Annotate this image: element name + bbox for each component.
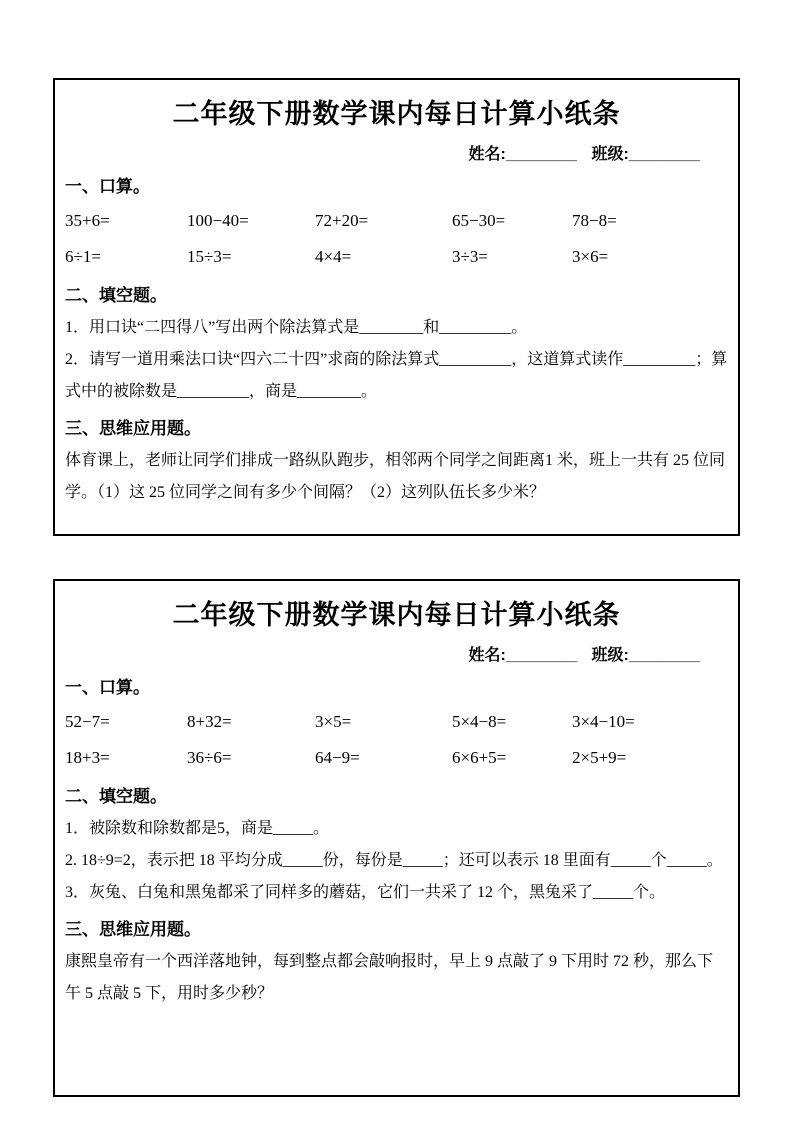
class-blank: 班级:________ — [591, 146, 700, 163]
section-fill-header: 二、填空题。 — [65, 286, 167, 305]
oral-problem: 36÷6= — [187, 748, 232, 767]
word-problem-text: 康熙皇帝有一个西洋落地钟，每到整点都会敲响报时，早上 9 点敲了 9 下用时 72 秒，那么下午 5 点敲 5 下，用时多少秒？ — [65, 953, 714, 1002]
fill-item-1: 1．被除数和除数都是5，商是_____。 — [65, 820, 330, 837]
oral-problem: 3×5= — [315, 712, 352, 731]
worksheet-2 — [53, 579, 740, 1097]
oral-problem: 6÷1= — [65, 247, 101, 266]
worksheet-1 — [53, 78, 740, 536]
oral-problem: 8+32= — [187, 712, 232, 731]
name-class-line — [65, 141, 728, 164]
section-fill-header: 二、填空题。 — [65, 787, 167, 806]
fill-item-1: 1．用口诀“二四得八”写出两个除法算式是________和_________。 — [65, 319, 528, 336]
oral-problems-row-1 — [65, 704, 728, 740]
oral-problem: 3×4−10= — [572, 712, 635, 731]
section-word-header: 三、思维应用题。 — [65, 419, 201, 438]
worksheet-title: 二年级下册数学课内每日计算小纸条 — [172, 99, 621, 129]
name-class-line — [65, 642, 728, 665]
oral-problem: 64−9= — [315, 748, 360, 767]
oral-problem: 3÷3= — [452, 247, 488, 266]
student-name-blank: 姓名:________ — [468, 647, 578, 664]
oral-problems-row-2 — [65, 239, 728, 275]
oral-problem: 6×6+5= — [452, 748, 507, 767]
oral-problem: 65−30= — [452, 211, 506, 230]
student-name-blank: 姓名:________ — [468, 146, 578, 163]
fill-item-2: 2．请写一道用乘法口诀“四六二十四”求商的除法算式_________，这道算式读作_________；算式中的被除数是_________，商是________。 — [65, 351, 728, 400]
oral-problem: 52−7= — [65, 712, 110, 731]
class-blank: 班级:________ — [591, 647, 700, 664]
oral-problems-row-1 — [65, 203, 728, 239]
oral-problem: 72+20= — [315, 211, 369, 230]
section-oral-header: 一、口算。 — [65, 678, 150, 697]
oral-problem: 15÷3= — [187, 247, 232, 266]
oral-problem: 5×4−8= — [452, 712, 507, 731]
worksheet-title: 二年级下册数学课内每日计算小纸条 — [172, 600, 621, 630]
section-word-header: 三、思维应用题。 — [65, 920, 201, 939]
oral-problems-row-2 — [65, 740, 728, 776]
fill-item-2: 2. 18÷9=2，表示把 18 平均分成_____份，每份是_____；还可以表示 18 里面有_____个_____。 — [65, 852, 723, 869]
oral-problem: 18+3= — [65, 748, 110, 767]
word-problem-text: 体育课上，老师让同学们排成一路纵队跑步，相邻两个同学之间距离1 米，班上一共有 25 位同学。（1）这 25 位同学之间有多少个间隔？（2）这列队伍长多少米？ — [65, 452, 726, 501]
oral-problem: 3×6= — [572, 247, 609, 266]
oral-problem: 4×4= — [315, 247, 352, 266]
oral-problem: 100−40= — [187, 211, 249, 230]
oral-problem: 35+6= — [65, 211, 110, 230]
section-oral-header: 一、口算。 — [65, 177, 150, 196]
oral-problem: 78−8= — [572, 211, 617, 230]
oral-problem: 2×5+9= — [572, 748, 627, 767]
fill-item-3: 3．灰兔、白兔和黑兔都采了同样多的蘑菇，它们一共采了 12 个，黑兔采了_____个。 — [65, 884, 666, 901]
